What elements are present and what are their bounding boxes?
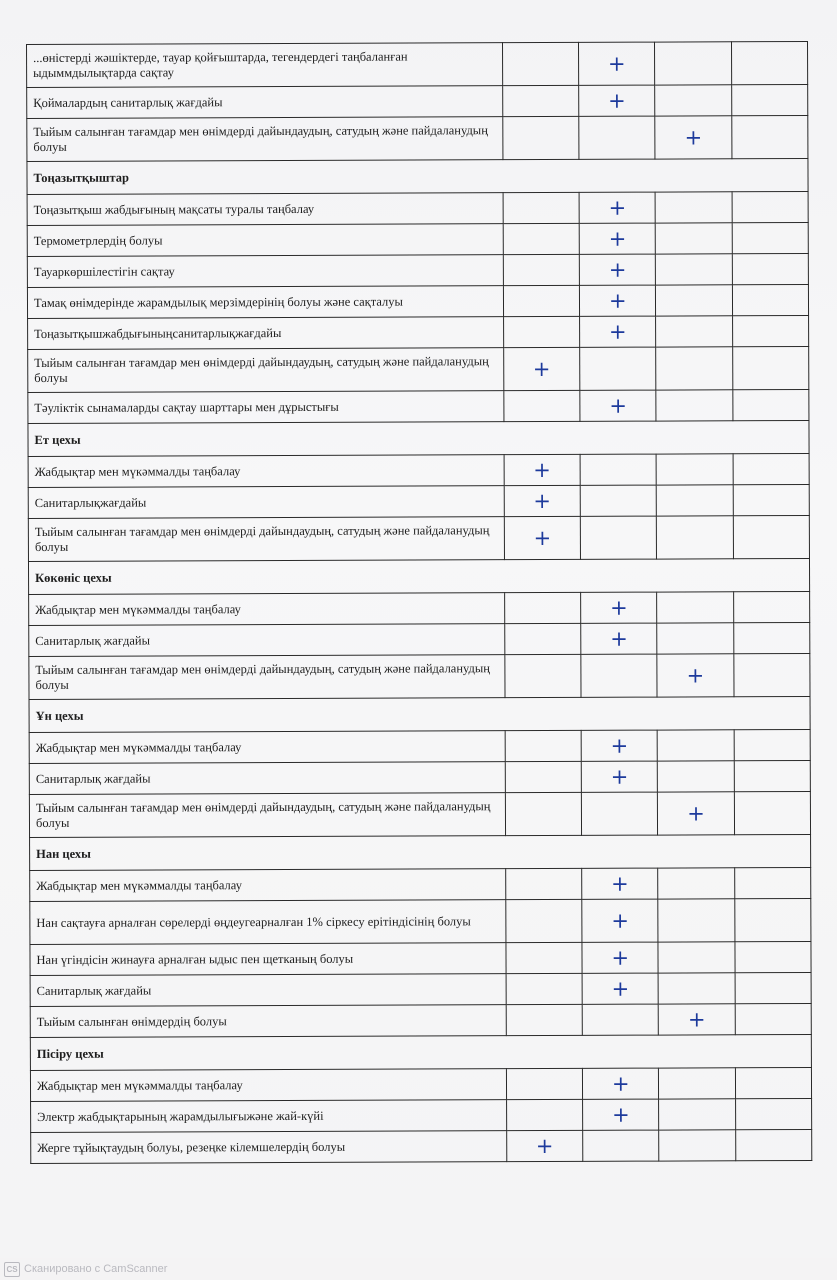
rating-cell <box>735 1129 811 1160</box>
rating-cell <box>505 868 581 899</box>
rating-cell <box>582 1004 658 1035</box>
rating-cell <box>658 973 734 1004</box>
rating-cell <box>732 253 808 284</box>
criterion-label: Тәуліктік сынамаларды сақтау шарттары мен дұрыстығы <box>28 391 504 424</box>
rating-cell <box>735 941 811 972</box>
rating-cell <box>735 972 811 1003</box>
checklist-row <box>29 791 810 837</box>
rating-cell <box>732 284 808 315</box>
rating-cell <box>580 390 656 421</box>
rating-cell <box>503 347 579 390</box>
criterion-label: Тыйым салынған тағамдар мен өнімдерді дайындаудың, сатудың және пайдаланудың болуы <box>28 348 504 393</box>
section-header-row <box>27 158 808 194</box>
handwritten-plus-mark: + <box>532 356 551 381</box>
rating-cell <box>732 389 808 420</box>
rating-cell <box>579 192 655 223</box>
checklist-row <box>29 729 810 763</box>
criterion-label: Жерге тұйықтаудың болуы, резеңке кілемшелердің болуы <box>31 1131 507 1164</box>
criterion-label: Тыйым салынған тағамдар мен өнімдерді дайындаудың, сатудың және пайдаланудың болуы <box>29 793 505 838</box>
rating-cell <box>502 85 578 116</box>
rating-cell <box>503 254 579 285</box>
checklist-row <box>29 622 810 656</box>
checklist-row <box>31 1129 812 1163</box>
criterion-label: ...өністерді жәшіктерде, тауар қойғыштарда, тегендердегі таңбаланған ыдыммдылықтарда сақтау <box>27 43 503 88</box>
rating-cell <box>579 223 655 254</box>
handwritten-plus-mark: + <box>608 88 626 113</box>
rating-cell <box>657 485 733 516</box>
criterion-label: Жабдықтар мен мүкәммалды таңбалау <box>29 731 505 764</box>
criterion-label: Нан сақтауға арналған сөрелерді өңдеугеарналған 1% сіркесу ерітіндісінің болуы <box>30 900 506 945</box>
watermark-text: Сканировано с CamScanner <box>24 1263 168 1275</box>
handwritten-plus-mark: + <box>687 1006 706 1031</box>
rating-cell <box>734 729 810 760</box>
handwritten-plus-mark: + <box>611 1102 630 1127</box>
rating-cell <box>732 222 808 253</box>
rating-cell <box>580 485 656 516</box>
rating-cell <box>580 285 656 316</box>
rating-cell <box>655 85 731 116</box>
criterion-label: Тыйым салынған тағамдар мен өнімдерді дайындаудың, сатудың және пайдаланудың болуы <box>29 655 505 700</box>
handwritten-plus-mark: + <box>607 51 626 76</box>
section-header-row <box>29 696 810 732</box>
rating-cell <box>580 454 656 485</box>
rating-cell <box>504 516 580 559</box>
rating-cell <box>503 316 579 347</box>
criterion-label: Тауаркөршілестігін сақтау <box>27 255 503 288</box>
checklist-row <box>30 941 811 975</box>
criterion-label: Тыйым салынған тағамдар мен өнімдерді дайындаудың, сатудың және пайдаланудың болуы <box>27 117 503 162</box>
checklist-row <box>30 972 811 1006</box>
handwritten-plus-mark: + <box>611 908 629 933</box>
criterion-label: Тоңазытқышжабдығыныңсанитарлықжағдайы <box>28 317 504 350</box>
checklist-row <box>27 191 808 225</box>
rating-cell <box>734 791 811 834</box>
rating-cell <box>503 192 579 223</box>
rating-cell <box>582 868 658 899</box>
criterion-label: Тыйым салынған тағамдар мен өнімдерді дайындаудың, сатудың және пайдаланудың болуы <box>28 517 504 562</box>
handwritten-plus-mark: + <box>608 288 627 313</box>
criterion-label: Санитарлық жағдайы <box>30 974 506 1007</box>
handwritten-plus-mark: + <box>608 319 627 344</box>
rating-cell <box>657 592 733 623</box>
rating-cell <box>505 792 581 835</box>
rating-cell <box>734 867 810 898</box>
section-title: Нан цехы <box>30 834 811 870</box>
rating-cell <box>732 346 809 389</box>
rating-cell <box>659 1004 735 1035</box>
handwritten-plus-mark: + <box>535 1133 554 1158</box>
rating-cell <box>658 942 734 973</box>
rating-cell <box>504 454 580 485</box>
section-header-row <box>30 834 811 870</box>
checklist-row <box>27 41 808 87</box>
rating-cell <box>580 316 656 347</box>
rating-cell <box>733 622 809 653</box>
rating-cell <box>582 973 658 1004</box>
rating-cell <box>734 898 811 941</box>
rating-cell <box>657 516 733 559</box>
criterion-label: Термометрлердің болуы <box>27 224 503 257</box>
criterion-label: Жабдықтар мен мүкәммалды таңбалау <box>30 869 506 902</box>
handwritten-plus-mark: + <box>611 871 629 896</box>
checklist-row <box>27 115 808 161</box>
rating-cell <box>581 623 657 654</box>
handwritten-plus-mark: + <box>610 733 629 758</box>
rating-cell <box>659 1130 735 1161</box>
rating-cell <box>658 899 734 942</box>
rating-cell <box>505 761 581 792</box>
rating-cell <box>581 761 657 792</box>
criterion-label: Жабдықтар мен мүкәммалды таңбалау <box>30 1069 506 1102</box>
rating-cell <box>734 760 810 791</box>
checklist-row <box>30 1067 811 1101</box>
rating-cell <box>506 1130 582 1161</box>
section-header-row <box>28 558 809 594</box>
criterion-label: Санитарлық жағдайы <box>29 762 505 795</box>
section-header-row <box>30 1034 811 1070</box>
rating-cell <box>657 623 733 654</box>
rating-cell <box>581 654 657 697</box>
criterion-label: Жабдықтар мен мүкәммалды таңбалау <box>28 455 504 488</box>
handwritten-plus-mark: + <box>608 195 627 220</box>
rating-cell <box>658 868 734 899</box>
rating-cell <box>655 192 731 223</box>
inspection-checklist-table <box>26 41 812 1164</box>
checklist-row <box>27 84 808 118</box>
rating-cell <box>735 1067 811 1098</box>
rating-cell <box>503 223 579 254</box>
rating-cell <box>656 285 732 316</box>
rating-cell <box>504 390 580 421</box>
handwritten-plus-mark: + <box>609 393 627 418</box>
rating-cell <box>655 116 731 159</box>
rating-cell <box>504 485 580 516</box>
checklist-row <box>28 346 809 392</box>
rating-cell <box>735 1098 811 1129</box>
checklist-row <box>29 760 810 794</box>
rating-cell <box>655 42 731 85</box>
rating-cell <box>659 1068 735 1099</box>
handwritten-plus-mark: + <box>687 800 705 825</box>
rating-cell <box>506 899 582 942</box>
section-title: Ұн цехы <box>29 696 810 732</box>
criterion-label: Санитарлықжағдайы <box>28 486 504 519</box>
rating-cell <box>659 1099 735 1130</box>
rating-cell <box>580 347 656 390</box>
rating-cell <box>506 942 582 973</box>
rating-cell <box>734 653 811 696</box>
rating-cell <box>504 592 580 623</box>
checklist-row <box>28 453 809 487</box>
rating-cell <box>731 84 807 115</box>
checklist-row <box>28 389 809 423</box>
rating-cell <box>581 792 657 835</box>
checklist-row <box>30 1003 811 1037</box>
rating-cell <box>656 254 732 285</box>
criterion-label: Нан үгіндісін жинауға арналған ыдыс пен щетканың болуы <box>30 943 506 976</box>
criterion-label: Тамақ өнімдерінде жарамдылық мерзімдерінің болуы және сақталуы <box>27 286 503 319</box>
rating-cell <box>732 191 808 222</box>
section-title: Көкөніс цехы <box>28 558 809 594</box>
rating-cell <box>506 1099 582 1130</box>
section-title: Ет цехы <box>28 420 809 456</box>
criterion-label: Санитарлық жағдайы <box>29 624 505 657</box>
rating-cell <box>579 42 655 85</box>
scanner-watermark <box>4 1261 167 1277</box>
criterion-label: Электр жабдықтарының жарамдылығыжәне жай-күйі <box>31 1100 507 1133</box>
rating-cell <box>656 223 732 254</box>
checklist-row <box>27 253 808 287</box>
rating-cell <box>733 484 809 515</box>
rating-cell <box>582 942 658 973</box>
rating-cell <box>505 623 581 654</box>
rating-cell <box>731 41 808 84</box>
rating-cell <box>582 899 658 942</box>
rating-cell <box>581 730 657 761</box>
checklist-row <box>27 284 808 318</box>
checklist-row <box>28 315 809 349</box>
rating-cell <box>506 1068 582 1099</box>
checklist-row <box>27 222 808 256</box>
handwritten-plus-mark: + <box>684 124 703 149</box>
criterion-label: Қоймалардың санитарлық жағдайы <box>27 86 503 119</box>
section-header-row <box>28 420 809 456</box>
camscanner-logo: CS <box>4 1262 20 1277</box>
handwritten-plus-mark: + <box>611 1071 630 1096</box>
rating-cell <box>583 1130 659 1161</box>
handwritten-plus-mark: + <box>533 457 551 482</box>
rating-cell <box>502 42 578 85</box>
rating-cell <box>506 973 582 1004</box>
rating-cell <box>732 315 808 346</box>
handwritten-plus-mark: + <box>533 525 552 550</box>
rating-cell <box>579 85 655 116</box>
rating-cell <box>735 1003 811 1034</box>
rating-cell <box>505 654 581 697</box>
checklist-row <box>30 867 811 901</box>
checklist-row <box>29 653 810 699</box>
rating-cell <box>658 792 734 835</box>
rating-cell <box>656 347 732 390</box>
rating-cell <box>658 730 734 761</box>
handwritten-plus-mark: + <box>610 626 628 651</box>
rating-cell <box>656 390 732 421</box>
rating-cell <box>656 316 732 347</box>
criterion-label: Жабдықтар мен мүкәммалды таңбалау <box>29 593 505 626</box>
handwritten-plus-mark: + <box>611 945 630 970</box>
handwritten-plus-mark: + <box>608 226 627 251</box>
checklist-row <box>28 515 809 561</box>
rating-cell <box>506 1004 582 1035</box>
handwritten-plus-mark: + <box>610 595 628 620</box>
handwritten-plus-mark: + <box>610 764 629 789</box>
rating-cell <box>503 116 579 159</box>
rating-cell <box>733 453 809 484</box>
criterion-label: Тоңазытқыш жабдығының мақсаты туралы таңбалау <box>27 193 503 226</box>
rating-cell <box>579 116 655 159</box>
rating-cell <box>731 115 808 158</box>
criterion-label: Тыйым салынған өнімдердің болуы <box>30 1005 506 1038</box>
checklist-row <box>29 591 810 625</box>
rating-cell <box>583 1099 659 1130</box>
section-title: Пісіру цехы <box>30 1034 811 1070</box>
handwritten-plus-mark: + <box>608 257 627 282</box>
handwritten-plus-mark: + <box>686 662 705 687</box>
rating-cell <box>505 730 581 761</box>
rating-cell <box>581 592 657 623</box>
checklist-row <box>31 1098 812 1132</box>
section-title: Тоңазытқыштар <box>27 158 808 194</box>
handwritten-plus-mark: + <box>611 976 630 1001</box>
rating-cell <box>583 1068 659 1099</box>
rating-cell <box>503 285 579 316</box>
rating-cell <box>579 254 655 285</box>
rating-cell <box>580 516 656 559</box>
rating-cell <box>733 515 810 558</box>
rating-cell <box>656 454 732 485</box>
handwritten-plus-mark: + <box>533 488 552 513</box>
rating-cell <box>733 591 809 622</box>
rating-cell <box>657 654 733 697</box>
rating-cell <box>658 761 734 792</box>
checklist-row <box>28 484 809 518</box>
checklist-row <box>30 898 811 944</box>
